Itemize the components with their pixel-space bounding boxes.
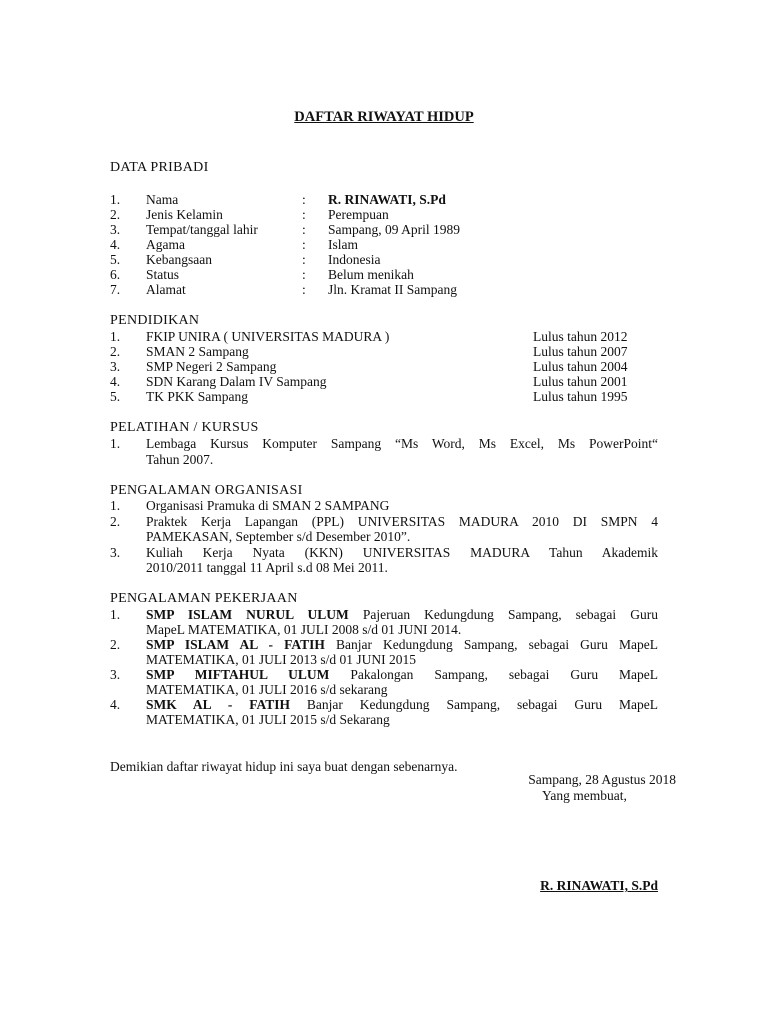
field-value: Indonesia (328, 252, 381, 267)
school-name: SMP Negeri 2 Sampang (146, 359, 277, 374)
colon: : (302, 282, 306, 297)
workplace-name: SMP ISLAM NURUL ULUM (146, 607, 349, 622)
work-detail: Banjar Kedungdung Sampang, sebagai Guru MapeL (290, 697, 659, 712)
row-number: 5. (110, 252, 121, 267)
closing-statement: Demikian daftar riwayat hidup ini saya buat dengan sebenarnya. (110, 759, 458, 774)
work-text (146, 697, 658, 712)
training-text: Lembaga Kursus Komputer Sampang “Ms Word, Ms Excel, Ms PowerPoint“ (146, 436, 658, 451)
graduation-year: Lulus tahun 2004 (533, 359, 628, 374)
row-number: 6. (110, 267, 121, 282)
personal-row (110, 267, 660, 282)
organization-text: Organisasi Pramuka di SMAN 2 SAMPANG (146, 498, 390, 513)
row-number: 3. (110, 359, 121, 374)
education-row (110, 344, 660, 359)
signature-name: R. RINAWATI, S.Pd (540, 878, 658, 893)
workplace-name: SMP ISLAM AL - FATIH (146, 637, 325, 652)
work-detail: Banjar Kedungdung Sampang, sebagai Guru MapeL (324, 637, 658, 652)
workplace-name: SMP MIFTAHUL ULUM (146, 667, 330, 682)
row-number: 2. (110, 207, 121, 222)
organization-text-cont: 2010/2011 tanggal 11 April s.d 08 Mei 2011. (146, 560, 388, 575)
row-number: 5. (110, 389, 121, 404)
row-number: 2. (110, 344, 121, 359)
field-value: Islam (328, 237, 358, 252)
document-title: DAFTAR RIWAYAT HIDUP (294, 109, 474, 125)
field-label: Agama (146, 237, 185, 252)
organization-text-cont: PAMEKASAN, September s/d Desember 2010”. (146, 529, 411, 544)
field-value: Sampang, 09 April 1989 (328, 222, 460, 237)
row-number: 3. (110, 545, 121, 560)
section-heading-pendidikan: PENDIDIKAN (110, 313, 200, 328)
colon: : (302, 192, 306, 207)
personal-row (110, 252, 660, 267)
school-name: SMAN 2 Sampang (146, 344, 249, 359)
graduation-year: Lulus tahun 1995 (533, 389, 628, 404)
field-value: Jln. Kramat II Sampang (328, 282, 457, 297)
education-row (110, 329, 660, 344)
personal-row (110, 207, 660, 222)
field-label: Alamat (146, 282, 186, 297)
school-name: FKIP UNIRA ( UNIVERSITAS MADURA ) (146, 329, 390, 344)
personal-row (110, 237, 660, 252)
graduation-year: Lulus tahun 2001 (533, 374, 628, 389)
colon: : (302, 207, 306, 222)
organization-text: Kuliah Kerja Nyata (KKN) UNIVERSITAS MADURA Tahun Akademik (146, 545, 658, 560)
field-label: Tempat/tanggal lahir (146, 222, 258, 237)
row-number: 3. (110, 222, 121, 237)
row-number: 7. (110, 282, 121, 297)
colon: : (302, 252, 306, 267)
graduation-year: Lulus tahun 2012 (533, 329, 628, 344)
colon: : (302, 222, 306, 237)
workplace-name: SMK AL - FATIH (146, 697, 290, 712)
school-name: TK PKK Sampang (146, 389, 248, 404)
work-text-cont: MATEMATIKA, 01 JULI 2013 s/d 01 JUNI 2015 (146, 652, 416, 667)
section-heading-organisasi: PENGALAMAN ORGANISASI (110, 483, 303, 498)
row-number: 1. (110, 607, 121, 622)
field-label: Kebangsaan (146, 252, 212, 267)
row-number: 1. (110, 498, 121, 513)
field-value: Perempuan (328, 207, 389, 222)
organization-text: Praktek Kerja Lapangan (PPL) UNIVERSITAS MADURA 2010 DI SMPN 4 (146, 514, 658, 529)
training-text-cont: Tahun 2007. (146, 452, 214, 467)
education-row (110, 359, 660, 374)
graduation-year: Lulus tahun 2007 (533, 344, 628, 359)
education-row (110, 374, 660, 389)
row-number: 2. (110, 637, 121, 652)
personal-row (110, 192, 660, 207)
field-value: Belum menikah (328, 267, 414, 282)
personal-row (110, 222, 660, 237)
section-heading-pelatihan: PELATIHAN / KURSUS (110, 420, 259, 435)
row-number: 4. (110, 374, 121, 389)
maker-label: Yang membuat, (542, 788, 627, 803)
education-row (110, 389, 660, 404)
row-number: 1. (110, 436, 121, 451)
work-detail: Pajeruan Kedungdung Sampang, sebagai Guru (348, 607, 658, 622)
section-heading-pekerjaan: PENGALAMAN PEKERJAAN (110, 591, 298, 606)
section-heading-data-pribadi: DATA PRIBADI (110, 160, 209, 175)
row-number: 2. (110, 514, 121, 529)
field-label: Status (146, 267, 180, 282)
work-detail: Pakalongan Sampang, sebagai Guru MapeL (329, 667, 659, 682)
work-text (146, 607, 658, 622)
work-text-cont: MATEMATIKA, 01 JULI 2015 s/d Sekarang (146, 712, 390, 727)
school-name: SDN Karang Dalam IV Sampang (146, 374, 327, 389)
row-number: 1. (110, 192, 121, 207)
personal-row (110, 282, 660, 297)
row-number: 4. (110, 237, 121, 252)
field-label: Jenis Kelamin (146, 207, 223, 222)
work-text (146, 637, 658, 652)
field-value-name: R. RINAWATI, S.Pd (328, 192, 446, 207)
place-date: Sampang, 28 Agustus 2018 (528, 772, 676, 787)
colon: : (302, 267, 306, 282)
row-number: 4. (110, 697, 121, 712)
colon: : (302, 237, 306, 252)
work-text-cont: MATEMATIKA, 01 JULI 2016 s/d sekarang (146, 682, 388, 697)
field-label: Nama (146, 192, 179, 207)
work-text-cont: MapeL MATEMATIKA, 01 JULI 2008 s/d 01 JUNI 2014. (146, 622, 462, 637)
row-number: 1. (110, 329, 121, 344)
work-text (146, 667, 658, 682)
row-number: 3. (110, 667, 121, 682)
